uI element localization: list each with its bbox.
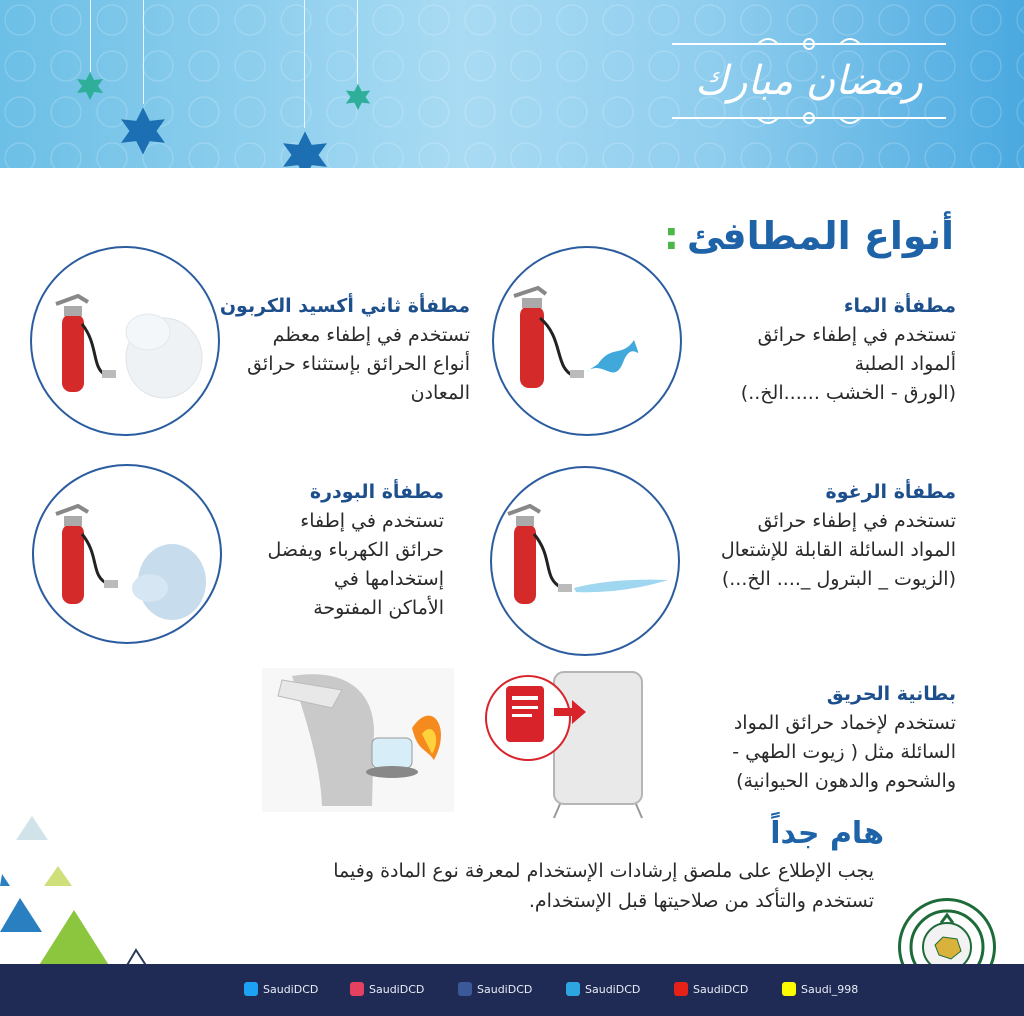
powder-extinguisher-line: إستخدامها في	[333, 568, 444, 590]
social-label: SaudiDCD	[477, 982, 533, 996]
powder-extinguisher-info	[114, 478, 444, 623]
twitter-icon	[244, 982, 258, 996]
decorative-triangles	[0, 810, 210, 970]
co2-extinguisher-line: المعادن	[410, 382, 470, 404]
foam-extinguisher-info	[626, 478, 956, 594]
social-label: SaudiDCD	[693, 982, 749, 996]
foam-extinguisher-line: (الزيوت _ البترول _.... الخ...)	[721, 568, 956, 590]
fire-blanket-line: السائلة مثل ( زيوت الطهي -	[732, 741, 956, 763]
instagram-icon	[350, 982, 364, 996]
powder-extinguisher-line: تستخدم في إطفاء	[300, 510, 444, 532]
greeting-text: رمضان مبارك	[695, 58, 923, 104]
youtube-icon	[674, 982, 688, 996]
social-handle-telegram[interactable]	[566, 982, 640, 996]
snapchat-icon	[782, 982, 796, 996]
social-handle-twitter[interactable]	[244, 982, 318, 996]
water-extinguisher-info	[626, 292, 956, 408]
fire-blanket-line: تستخدم لإخماد حرائق المواد	[733, 712, 956, 734]
social-label: SaudiDCD	[369, 982, 425, 996]
lantern-string	[143, 0, 144, 104]
facebook-icon	[458, 982, 472, 996]
important-line: يجب الإطلاع على ملصق إرشادات الإستخدام لمعرفة نوع المادة وفيما	[333, 860, 874, 882]
foam-extinguisher-line: تستخدم في إطفاء حرائق	[757, 510, 956, 532]
ramadan-greeting	[668, 32, 950, 130]
social-handle-facebook[interactable]	[458, 982, 532, 996]
social-label: Saudi_998	[801, 982, 859, 996]
fire-blanket-title: بطانية الحريق	[826, 683, 956, 705]
co2-extinguisher-title: مطفأة ثاني أكسيد الكربون	[219, 295, 470, 317]
lantern-string	[357, 0, 358, 84]
fire-blanket-line: والشحوم والدهون الحيوانية)	[736, 770, 956, 792]
star-ornament-icon	[343, 82, 373, 112]
title-colon: :	[663, 214, 679, 258]
star-ornament-icon	[116, 104, 170, 158]
water-extinguisher-line: (الورق - الخشب ......الخ..)	[740, 382, 956, 404]
co2-extinguisher-line: أنواع الحرائق بإستثناء حرائق	[247, 353, 470, 375]
lantern-string	[90, 0, 91, 72]
star-ornament-icon	[278, 128, 332, 168]
foam-extinguisher-line: المواد السائلة القابلة للإشتعال	[720, 539, 956, 561]
important-title: هام جداً	[770, 816, 884, 851]
water-extinguisher-line: تستخدم في إطفاء حرائق	[757, 324, 956, 346]
social-handle-instagram[interactable]	[350, 982, 424, 996]
important-line: تستخدم والتأكد من صلاحيتها قبل الإستخدام.	[528, 890, 874, 912]
water-extinguisher-line: ألمواد الصلبة	[854, 353, 956, 375]
powder-extinguisher-line: حرائق الكهرباء ويفضل	[267, 539, 444, 561]
fire-blanket-info	[626, 680, 956, 796]
co2-extinguisher-line: تستخدم في إطفاء معظم	[272, 324, 470, 346]
page-title	[664, 214, 954, 258]
co2-extinguisher-info	[140, 292, 470, 408]
ramadan-banner	[0, 0, 1024, 168]
social-label: SaudiDCD	[585, 982, 641, 996]
important-notice	[234, 856, 874, 916]
fire-blanket-usage-illustration	[262, 668, 454, 812]
social-label: SaudiDCD	[263, 982, 319, 996]
star-ornament-icon	[74, 70, 106, 102]
title-text: أنواع المطافئ	[686, 214, 954, 258]
foam-extinguisher-title: مطفأة الرغوة	[825, 481, 956, 503]
water-extinguisher-title: مطفأة الماء	[843, 295, 956, 317]
lantern-string	[304, 0, 305, 128]
powder-extinguisher-title: مطفأة البودرة	[309, 481, 444, 503]
telegram-icon	[566, 982, 580, 996]
social-handle-youtube[interactable]	[674, 982, 748, 996]
powder-extinguisher-line: الأماكن المفتوحة	[313, 597, 444, 619]
social-handle-snapchat[interactable]	[782, 982, 858, 996]
